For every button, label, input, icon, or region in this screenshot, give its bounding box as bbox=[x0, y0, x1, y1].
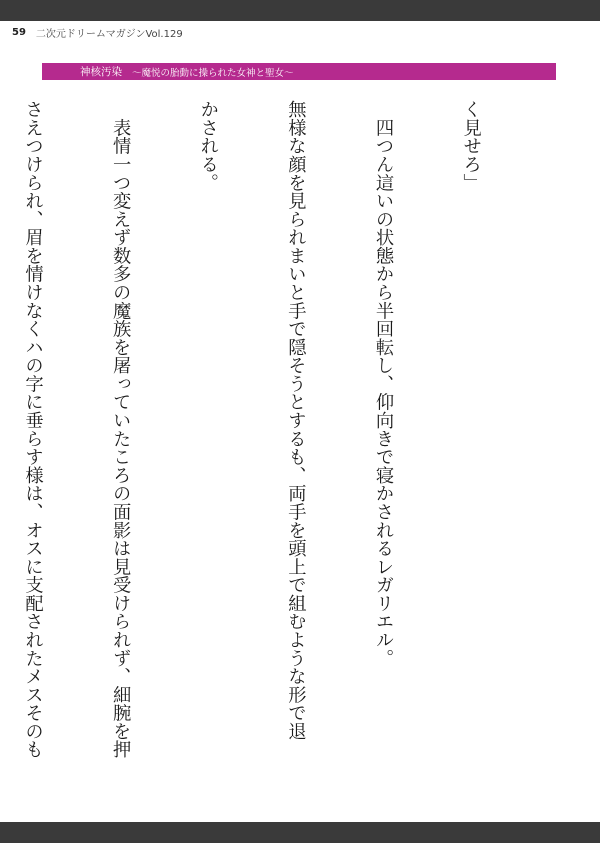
story-text bbox=[22, 100, 544, 759]
text-line: 四つん這いの状態から半回転し、仰向きで寝かされるレガリエル。 bbox=[372, 100, 394, 667]
text-line: かされる。 bbox=[197, 100, 219, 192]
chapter-banner bbox=[42, 63, 556, 80]
text-line: く見せろ」 bbox=[460, 100, 482, 192]
magazine-title: 二次元ドリームマガジンVol.129 bbox=[35, 28, 183, 40]
text-line: 表情一つ変えず数多の魔族を屠っていたころの面影は見受けられず、細腕を押 bbox=[110, 100, 132, 759]
text-line: さえつけられ、眉を情けなくハの字に垂らす様は、オスに支配されたメスそのも bbox=[22, 100, 44, 759]
page-number: 59 bbox=[12, 26, 26, 38]
series-title: 神核汚染 bbox=[80, 66, 122, 78]
bottom-bar bbox=[0, 822, 600, 843]
page-header bbox=[12, 24, 183, 40]
top-bar bbox=[0, 0, 600, 21]
text-line: 無様な顔を見られまいと手で隠そうとするも、両手を頭上で組むような形で退 bbox=[285, 100, 307, 741]
chapter-subtitle: 〜魔悦の胎動に操られた女神と聖女〜 bbox=[132, 67, 294, 79]
